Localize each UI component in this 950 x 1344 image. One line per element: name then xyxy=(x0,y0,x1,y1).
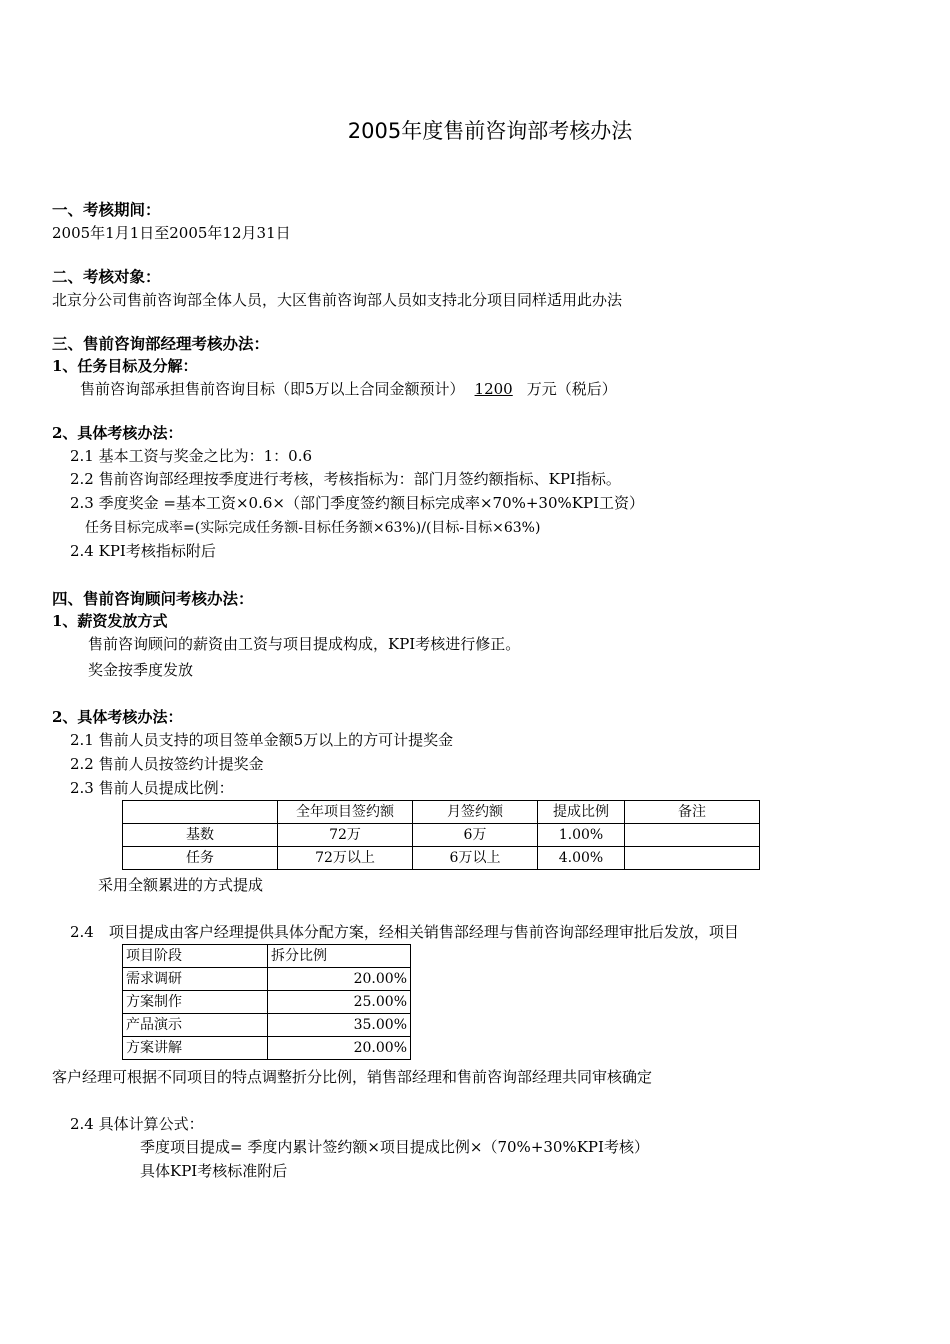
table-header: 备注 xyxy=(625,801,760,824)
document-title: 2005年度售前咨询部考核办法 xyxy=(347,119,633,143)
pay-text-1: 售前咨询顾问的薪资由工资与项目提成构成，KPI考核进行修正。 xyxy=(88,635,521,653)
table-cell: 方案制作 xyxy=(123,991,268,1014)
section-3-sub1: 1、任务目标及分解： xyxy=(52,357,198,375)
table-header: 项目阶段 xyxy=(123,945,268,968)
pay-text-2: 奖金按季度发放 xyxy=(88,661,194,679)
table-cell: 任务 xyxy=(123,847,278,870)
section-3-sub2: 2、具体考核办法： xyxy=(52,424,183,442)
table-header: 月签约额 xyxy=(413,801,538,824)
section-4-item: 2.2 售前人员按签约计提奖金 xyxy=(70,755,264,773)
section-3-item: 2.4 KPI考核指标附后 xyxy=(70,542,216,560)
section-3-item: 2.3 季度奖金 =基本工资×0.6×（部门季度签约额目标完成率×70%+30%KPI工资） xyxy=(70,494,644,512)
table-row xyxy=(123,968,411,991)
table-cell: 72万 xyxy=(278,824,413,847)
commission-table xyxy=(122,800,760,870)
section-4-sub1: 1、薪资发放方式 xyxy=(52,612,168,630)
split-table xyxy=(122,944,411,1060)
target-suffix: 万元（税后） xyxy=(526,380,617,398)
table-header-row xyxy=(123,945,411,968)
table-cell: 25.00% xyxy=(268,991,411,1014)
table-row xyxy=(123,1037,411,1060)
section-4-item: 2.3 售前人员提成比例： xyxy=(70,779,234,797)
table-header-row xyxy=(123,801,760,824)
section-3-item: 2.1 基本工资与奖金之比为：1：0.6 xyxy=(70,447,313,465)
note-2: 客户经理可根据不同项目的特点调整折分比例，销售部经理和售前咨询部经理共同审核确定 xyxy=(52,1068,653,1086)
table-cell: 产品演示 xyxy=(123,1014,268,1037)
table-cell: 35.00% xyxy=(268,1014,411,1037)
table-cell xyxy=(625,847,760,870)
table-header xyxy=(123,801,278,824)
table-cell: 1.00% xyxy=(538,824,625,847)
section-4-item-24: 2.4 项目提成由客户经理提供具体分配方案，经相关销售部经理与售前咨询部经理审批后发放，项目 xyxy=(70,923,739,941)
section-3-target xyxy=(80,379,617,399)
table-cell: 72万以上 xyxy=(278,847,413,870)
section-2-heading: 二、考核对象： xyxy=(52,267,161,286)
formula: 季度项目提成= 季度内累计签约额×项目提成比例×（70%+30%KPI考核） xyxy=(140,1138,649,1156)
target-value: 1200 xyxy=(474,380,513,398)
table-cell: 20.00% xyxy=(268,1037,411,1060)
table-row xyxy=(123,847,760,870)
table-row xyxy=(123,1014,411,1037)
table-row xyxy=(123,824,760,847)
table-cell: 20.00% xyxy=(268,968,411,991)
table-cell xyxy=(625,824,760,847)
section-3-item: 任务目标完成率=(实际完成任务额-目标任务额×63%)/(目标-目标×63%) xyxy=(85,520,541,536)
table-header: 提成比例 xyxy=(538,801,625,824)
target-prefix: 售前咨询部承担售前咨询目标（即5万以上合同金额预计） xyxy=(80,380,465,398)
table-cell: 需求调研 xyxy=(123,968,268,991)
table-cell: 4.00% xyxy=(538,847,625,870)
table-cell: 基数 xyxy=(123,824,278,847)
table-header: 全年项目签约额 xyxy=(278,801,413,824)
formula-note: 具体KPI考核标准附后 xyxy=(140,1162,288,1180)
section-4-item: 2.1 售前人员支持的项目签单金额5万以上的方可计提奖金 xyxy=(70,731,454,749)
note-1: 采用全额累进的方式提成 xyxy=(98,876,264,894)
table-row xyxy=(123,991,411,1014)
table-header: 拆分比例 xyxy=(268,945,411,968)
section-4-heading: 四、售前咨询顾问考核办法： xyxy=(52,589,254,608)
section-1-text: 2005年1月1日至2005年12月31日 xyxy=(52,224,291,242)
table-cell: 6万 xyxy=(413,824,538,847)
section-3-heading: 三、售前咨询部经理考核办法： xyxy=(52,334,270,353)
table-cell: 方案讲解 xyxy=(123,1037,268,1060)
table-cell: 6万以上 xyxy=(413,847,538,870)
section-3-item: 2.2 售前咨询部经理按季度进行考核，考核指标为：部门月签约额指标、KPI指标。 xyxy=(70,470,621,488)
section-4-sub2: 2、具体考核办法： xyxy=(52,708,183,726)
section-2-text: 北京分公司售前咨询部全体人员，大区售前咨询部人员如支持北分项目同样适用此办法 xyxy=(52,291,623,309)
section-1-heading: 一、考核期间： xyxy=(52,200,161,219)
section-4-item-formula-heading: 2.4 具体计算公式： xyxy=(70,1115,204,1133)
